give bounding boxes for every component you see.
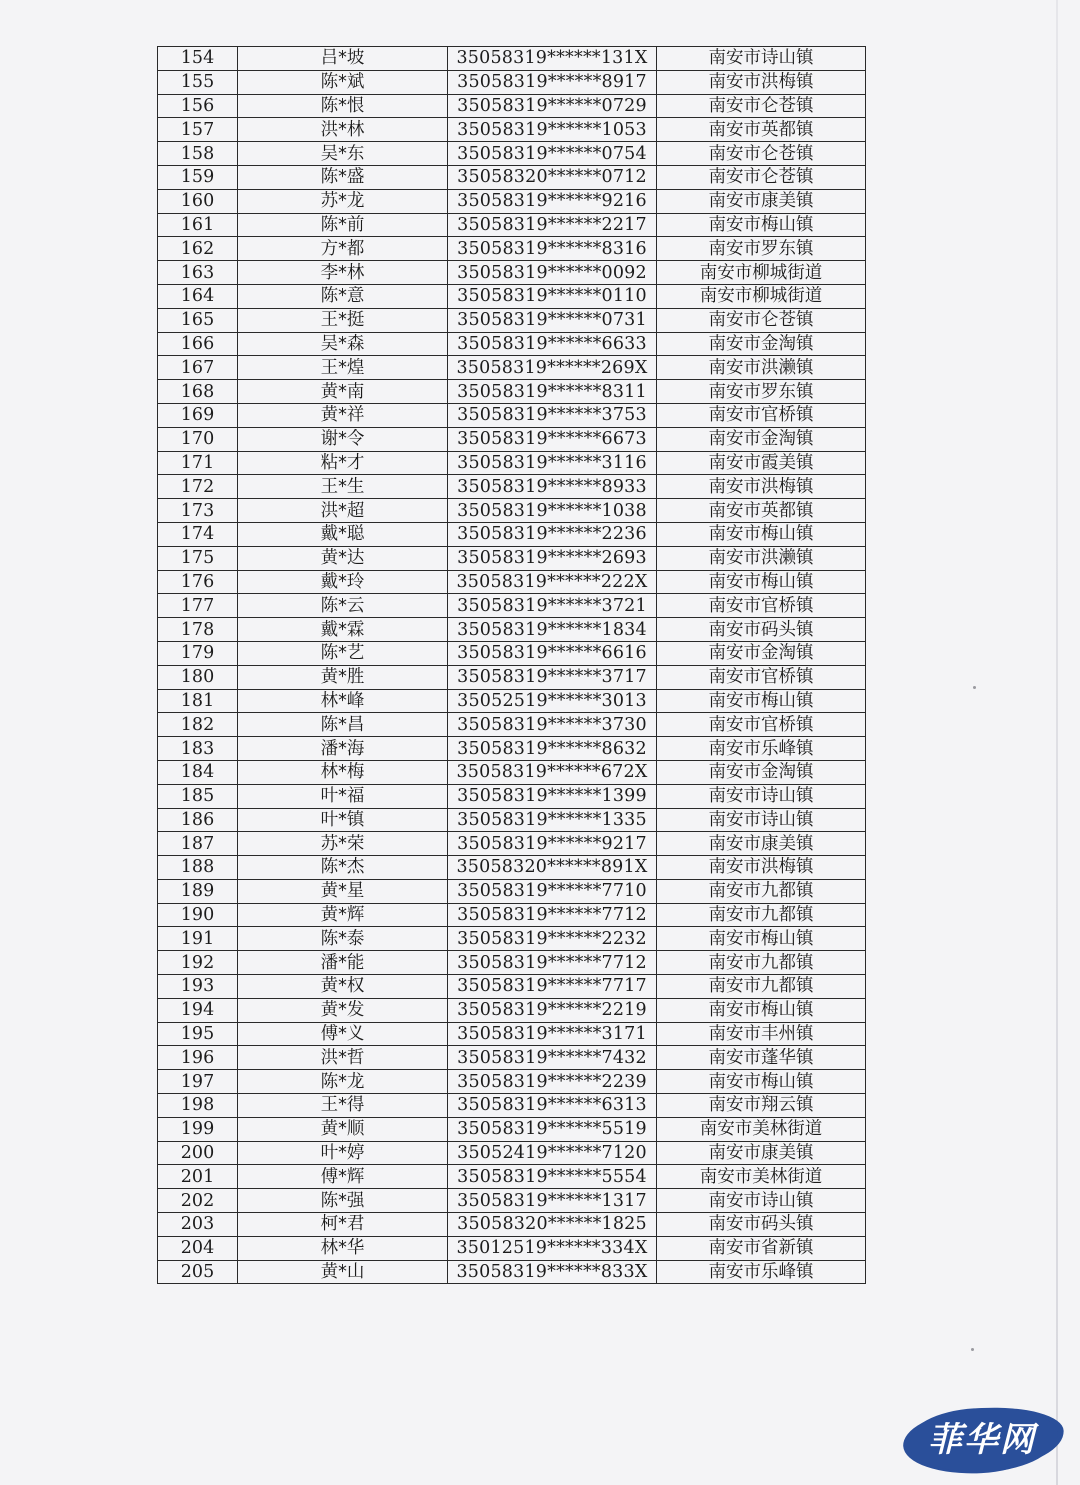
row-number-cell: 186	[158, 808, 238, 832]
address-cell: 南安市蓬华镇	[657, 1046, 866, 1070]
row-number-cell: 177	[158, 594, 238, 618]
name-cell: 戴*聪	[238, 522, 448, 546]
id-number-cell: 35058319******3730	[448, 713, 657, 737]
table-row	[158, 213, 866, 237]
table-row	[158, 118, 866, 142]
id-number-cell: 35058319******222X	[448, 570, 657, 594]
id-number-cell: 35058319******9217	[448, 832, 657, 856]
id-number-cell: 35058319******6673	[448, 427, 657, 451]
table-row	[158, 1022, 866, 1046]
address-cell: 南安市官桥镇	[657, 403, 866, 427]
id-number-cell: 35058319******1399	[448, 784, 657, 808]
address-cell: 南安市梅山镇	[657, 522, 866, 546]
id-number-cell: 35058319******7717	[448, 975, 657, 999]
row-number-cell: 191	[158, 927, 238, 951]
id-number-cell: 35058319******6313	[448, 1094, 657, 1118]
row-number-cell: 197	[158, 1070, 238, 1094]
name-cell: 方*都	[238, 237, 448, 261]
row-number-cell: 172	[158, 475, 238, 499]
name-cell: 傅*义	[238, 1022, 448, 1046]
row-number-cell: 195	[158, 1022, 238, 1046]
scan-page-edge	[1056, 0, 1058, 1485]
row-number-cell: 183	[158, 737, 238, 761]
address-cell: 南安市梅山镇	[657, 998, 866, 1022]
address-cell: 南安市英都镇	[657, 499, 866, 523]
name-cell: 吴*森	[238, 332, 448, 356]
row-number-cell: 203	[158, 1213, 238, 1237]
name-cell: 林*峰	[238, 689, 448, 713]
table-row	[158, 927, 866, 951]
table-row	[158, 1070, 866, 1094]
table-row	[158, 713, 866, 737]
row-number-cell: 193	[158, 975, 238, 999]
table-row	[158, 641, 866, 665]
row-number-cell: 178	[158, 618, 238, 642]
name-cell: 王*挺	[238, 308, 448, 332]
address-cell: 南安市梅山镇	[657, 570, 866, 594]
name-cell: 黄*辉	[238, 903, 448, 927]
address-cell: 南安市梅山镇	[657, 1070, 866, 1094]
name-cell: 傅*辉	[238, 1165, 448, 1189]
table-row	[158, 689, 866, 713]
id-number-cell: 35058319******1335	[448, 808, 657, 832]
address-cell: 南安市九都镇	[657, 903, 866, 927]
address-cell: 南安市柳城街道	[657, 284, 866, 308]
scan-speck	[973, 686, 976, 689]
id-number-cell: 35058319******8917	[448, 70, 657, 94]
name-cell: 戴*玲	[238, 570, 448, 594]
name-cell: 陈*艺	[238, 641, 448, 665]
name-cell: 柯*君	[238, 1213, 448, 1237]
id-number-cell: 35058319******672X	[448, 760, 657, 784]
table-row	[158, 808, 866, 832]
id-number-cell: 35058319******2232	[448, 927, 657, 951]
id-number-cell: 35058319******3717	[448, 665, 657, 689]
name-cell: 林*华	[238, 1236, 448, 1260]
table-row	[158, 142, 866, 166]
address-cell: 南安市美林街道	[657, 1165, 866, 1189]
table-row	[158, 451, 866, 475]
address-cell: 南安市仑苍镇	[657, 94, 866, 118]
row-number-cell: 163	[158, 261, 238, 285]
id-number-cell: 35058319******1038	[448, 499, 657, 523]
watermark-text: 菲华网	[928, 1420, 1036, 1460]
site-watermark-logo	[896, 1405, 1068, 1475]
id-number-cell: 35012519******334X	[448, 1236, 657, 1260]
address-cell: 南安市康美镇	[657, 189, 866, 213]
id-number-cell: 35058319******269X	[448, 356, 657, 380]
row-number-cell: 160	[158, 189, 238, 213]
name-cell: 黄*权	[238, 975, 448, 999]
table-row	[158, 618, 866, 642]
table-row	[158, 165, 866, 189]
name-cell: 洪*超	[238, 499, 448, 523]
table-row	[158, 70, 866, 94]
row-number-cell: 169	[158, 403, 238, 427]
id-number-cell: 35058319******1053	[448, 118, 657, 142]
address-cell: 南安市洪濑镇	[657, 356, 866, 380]
id-number-cell: 35058319******1317	[448, 1189, 657, 1213]
id-number-cell: 35058319******3116	[448, 451, 657, 475]
address-cell: 南安市梅山镇	[657, 213, 866, 237]
id-number-cell: 35058319******2217	[448, 213, 657, 237]
address-cell: 南安市梅山镇	[657, 689, 866, 713]
row-number-cell: 154	[158, 47, 238, 71]
table-row	[158, 1260, 866, 1284]
table-row	[158, 951, 866, 975]
id-number-cell: 35058319******0754	[448, 142, 657, 166]
name-cell: 王*生	[238, 475, 448, 499]
row-number-cell: 182	[158, 713, 238, 737]
id-number-cell: 35058319******0731	[448, 308, 657, 332]
id-number-cell: 35058319******0092	[448, 261, 657, 285]
address-cell: 南安市罗东镇	[657, 380, 866, 404]
table-row	[158, 546, 866, 570]
address-cell: 南安市仑苍镇	[657, 142, 866, 166]
name-cell: 黄*顺	[238, 1117, 448, 1141]
name-cell: 陈*杰	[238, 856, 448, 880]
name-cell: 黄*祥	[238, 403, 448, 427]
table-row	[158, 356, 866, 380]
name-cell: 陈*昌	[238, 713, 448, 737]
table-row	[158, 856, 866, 880]
row-number-cell: 174	[158, 522, 238, 546]
id-number-cell: 35058319******131X	[448, 47, 657, 71]
address-cell: 南安市官桥镇	[657, 594, 866, 618]
address-cell: 南安市英都镇	[657, 118, 866, 142]
name-cell: 吴*东	[238, 142, 448, 166]
table-row	[158, 594, 866, 618]
address-cell: 南安市康美镇	[657, 832, 866, 856]
name-cell: 粘*才	[238, 451, 448, 475]
row-number-cell: 179	[158, 641, 238, 665]
row-number-cell: 180	[158, 665, 238, 689]
address-cell: 南安市金淘镇	[657, 760, 866, 784]
table-row	[158, 403, 866, 427]
row-number-cell: 184	[158, 760, 238, 784]
address-cell: 南安市金淘镇	[657, 427, 866, 451]
row-number-cell: 204	[158, 1236, 238, 1260]
table-row	[158, 332, 866, 356]
name-cell: 黄*胜	[238, 665, 448, 689]
row-number-cell: 189	[158, 879, 238, 903]
id-number-cell: 35058319******6633	[448, 332, 657, 356]
id-number-cell: 35058319******6616	[448, 641, 657, 665]
address-cell: 南安市省新镇	[657, 1236, 866, 1260]
table-row	[158, 189, 866, 213]
address-cell: 南安市九都镇	[657, 975, 866, 999]
address-cell: 南安市诗山镇	[657, 1189, 866, 1213]
id-number-cell: 35058319******7432	[448, 1046, 657, 1070]
table-row	[158, 975, 866, 999]
name-cell: 李*林	[238, 261, 448, 285]
table-row	[158, 737, 866, 761]
row-number-cell: 205	[158, 1260, 238, 1284]
table-row	[158, 665, 866, 689]
table-row	[158, 94, 866, 118]
row-number-cell: 176	[158, 570, 238, 594]
address-cell: 南安市金淘镇	[657, 641, 866, 665]
row-number-cell: 185	[158, 784, 238, 808]
row-number-cell: 156	[158, 94, 238, 118]
name-cell: 苏*荣	[238, 832, 448, 856]
table-row	[158, 760, 866, 784]
address-cell: 南安市洪梅镇	[657, 856, 866, 880]
name-cell: 陈*斌	[238, 70, 448, 94]
name-cell: 叶*福	[238, 784, 448, 808]
address-cell: 南安市罗东镇	[657, 237, 866, 261]
id-number-cell: 35058319******3171	[448, 1022, 657, 1046]
table-row	[158, 499, 866, 523]
name-cell: 潘*能	[238, 951, 448, 975]
name-cell: 陈*盛	[238, 165, 448, 189]
name-cell: 陈*龙	[238, 1070, 448, 1094]
address-cell: 南安市丰州镇	[657, 1022, 866, 1046]
id-number-cell: 35058319******3721	[448, 594, 657, 618]
id-number-cell: 35058319******8632	[448, 737, 657, 761]
table-row	[158, 284, 866, 308]
address-cell: 南安市仑苍镇	[657, 165, 866, 189]
row-number-cell: 166	[158, 332, 238, 356]
row-number-cell: 194	[158, 998, 238, 1022]
row-number-cell: 201	[158, 1165, 238, 1189]
row-number-cell: 181	[158, 689, 238, 713]
address-cell: 南安市九都镇	[657, 951, 866, 975]
row-number-cell: 161	[158, 213, 238, 237]
name-cell: 黄*星	[238, 879, 448, 903]
table-row	[158, 237, 866, 261]
row-number-cell: 175	[158, 546, 238, 570]
table-row	[158, 879, 866, 903]
row-number-cell: 199	[158, 1117, 238, 1141]
address-cell: 南安市洪梅镇	[657, 475, 866, 499]
id-number-cell: 35058319******2693	[448, 546, 657, 570]
id-number-cell: 35058319******833X	[448, 1260, 657, 1284]
address-cell: 南安市乐峰镇	[657, 737, 866, 761]
table-row	[158, 380, 866, 404]
row-number-cell: 164	[158, 284, 238, 308]
name-cell: 陈*恨	[238, 94, 448, 118]
table-row	[158, 261, 866, 285]
address-cell: 南安市码头镇	[657, 1213, 866, 1237]
table-row	[158, 1213, 866, 1237]
id-number-cell: 35052519******3013	[448, 689, 657, 713]
id-number-cell: 35058319******9216	[448, 189, 657, 213]
table-row	[158, 1094, 866, 1118]
address-cell: 南安市码头镇	[657, 618, 866, 642]
id-number-cell: 35058319******2236	[448, 522, 657, 546]
table-row	[158, 832, 866, 856]
address-cell: 南安市诗山镇	[657, 784, 866, 808]
name-cell: 谢*令	[238, 427, 448, 451]
address-cell: 南安市仑苍镇	[657, 308, 866, 332]
id-number-cell: 35058319******5519	[448, 1117, 657, 1141]
name-cell: 陈*前	[238, 213, 448, 237]
address-cell: 南安市康美镇	[657, 1141, 866, 1165]
address-cell: 南安市梅山镇	[657, 927, 866, 951]
name-cell: 戴*霖	[238, 618, 448, 642]
name-cell: 王*煌	[238, 356, 448, 380]
row-number-cell: 165	[158, 308, 238, 332]
id-number-cell: 35058320******891X	[448, 856, 657, 880]
name-cell: 陈*强	[238, 1189, 448, 1213]
address-cell: 南安市美林街道	[657, 1117, 866, 1141]
address-cell: 南安市官桥镇	[657, 665, 866, 689]
table-row	[158, 522, 866, 546]
id-number-cell: 35058320******1825	[448, 1213, 657, 1237]
row-number-cell: 158	[158, 142, 238, 166]
address-cell: 南安市霞美镇	[657, 451, 866, 475]
row-number-cell: 170	[158, 427, 238, 451]
id-number-cell: 35058319******2239	[448, 1070, 657, 1094]
name-cell: 黄*发	[238, 998, 448, 1022]
address-cell: 南安市金淘镇	[657, 332, 866, 356]
row-number-cell: 155	[158, 70, 238, 94]
address-cell: 南安市诗山镇	[657, 47, 866, 71]
table-row	[158, 1165, 866, 1189]
row-number-cell: 200	[158, 1141, 238, 1165]
name-cell: 黄*山	[238, 1260, 448, 1284]
table-row	[158, 1189, 866, 1213]
table-row	[158, 998, 866, 1022]
row-number-cell: 192	[158, 951, 238, 975]
name-cell: 陈*意	[238, 284, 448, 308]
address-cell: 南安市九都镇	[657, 879, 866, 903]
table-row	[158, 475, 866, 499]
roster-table-body	[158, 47, 866, 1284]
address-cell: 南安市洪梅镇	[657, 70, 866, 94]
row-number-cell: 188	[158, 856, 238, 880]
address-cell: 南安市翔云镇	[657, 1094, 866, 1118]
address-cell: 南安市洪濑镇	[657, 546, 866, 570]
table-row	[158, 1046, 866, 1070]
name-cell: 叶*镇	[238, 808, 448, 832]
table-row	[158, 903, 866, 927]
row-number-cell: 190	[158, 903, 238, 927]
row-number-cell: 173	[158, 499, 238, 523]
name-cell: 叶*婷	[238, 1141, 448, 1165]
name-cell: 黄*南	[238, 380, 448, 404]
name-cell: 洪*林	[238, 118, 448, 142]
table-row	[158, 47, 866, 71]
id-number-cell: 35058319******2219	[448, 998, 657, 1022]
row-number-cell: 168	[158, 380, 238, 404]
id-number-cell: 35058319******7712	[448, 903, 657, 927]
id-number-cell: 35052419******7120	[448, 1141, 657, 1165]
id-number-cell: 35058319******5554	[448, 1165, 657, 1189]
address-cell: 南安市官桥镇	[657, 713, 866, 737]
id-number-cell: 35058319******8311	[448, 380, 657, 404]
id-number-cell: 35058319******7712	[448, 951, 657, 975]
address-cell: 南安市诗山镇	[657, 808, 866, 832]
row-number-cell: 187	[158, 832, 238, 856]
name-cell: 陈*泰	[238, 927, 448, 951]
address-cell: 南安市乐峰镇	[657, 1260, 866, 1284]
name-cell: 苏*龙	[238, 189, 448, 213]
row-number-cell: 196	[158, 1046, 238, 1070]
table-row	[158, 1141, 866, 1165]
id-number-cell: 35058319******0729	[448, 94, 657, 118]
row-number-cell: 159	[158, 165, 238, 189]
row-number-cell: 198	[158, 1094, 238, 1118]
table-row	[158, 427, 866, 451]
table-row	[158, 308, 866, 332]
table-row	[158, 784, 866, 808]
name-cell: 黄*达	[238, 546, 448, 570]
row-number-cell: 162	[158, 237, 238, 261]
table-row	[158, 570, 866, 594]
name-cell: 林*梅	[238, 760, 448, 784]
row-number-cell: 157	[158, 118, 238, 142]
row-number-cell: 167	[158, 356, 238, 380]
id-number-cell: 35058319******0110	[448, 284, 657, 308]
scan-speck	[971, 1348, 974, 1351]
address-cell: 南安市柳城街道	[657, 261, 866, 285]
name-cell: 洪*哲	[238, 1046, 448, 1070]
row-number-cell: 202	[158, 1189, 238, 1213]
id-number-cell: 35058319******7710	[448, 879, 657, 903]
roster-table	[157, 46, 866, 1284]
name-cell: 潘*海	[238, 737, 448, 761]
name-cell: 王*得	[238, 1094, 448, 1118]
row-number-cell: 171	[158, 451, 238, 475]
id-number-cell: 35058319******3753	[448, 403, 657, 427]
name-cell: 吕*坡	[238, 47, 448, 71]
id-number-cell: 35058319******1834	[448, 618, 657, 642]
table-row	[158, 1236, 866, 1260]
table-row	[158, 1117, 866, 1141]
id-number-cell: 35058320******0712	[448, 165, 657, 189]
name-cell: 陈*云	[238, 594, 448, 618]
id-number-cell: 35058319******8316	[448, 237, 657, 261]
id-number-cell: 35058319******8933	[448, 475, 657, 499]
